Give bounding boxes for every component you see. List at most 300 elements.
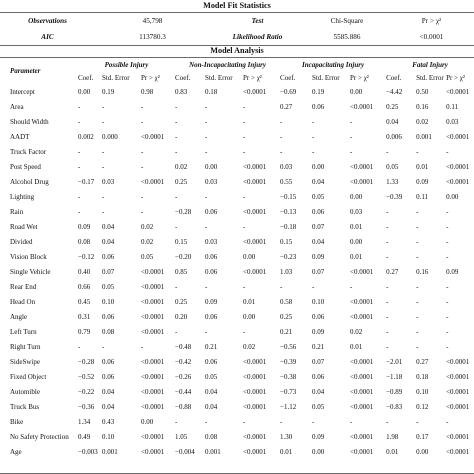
cell-p-value: 0.01 xyxy=(350,252,363,261)
cell-coef: 0.03 xyxy=(280,162,293,171)
cell-p-value: 0.00 xyxy=(243,312,256,321)
cell-std-error: 0.16 xyxy=(416,267,429,276)
parameter-name: Area xyxy=(10,102,24,111)
cell-p-value: <0.0001 xyxy=(350,402,374,411)
cell-coef: −0.003 xyxy=(78,447,98,456)
table-row xyxy=(0,264,474,279)
cell-std-error: - xyxy=(312,282,315,291)
cell-coef: - xyxy=(78,207,81,216)
subheader-coef: Coef. xyxy=(78,73,94,82)
parameter-header: Parameter xyxy=(10,67,41,75)
cell-p-value: <0.0001 xyxy=(243,162,267,171)
cell-std-error: - xyxy=(416,252,419,261)
cell-std-error: 0.19 xyxy=(102,87,115,96)
cell-coef: - xyxy=(175,327,178,336)
cell-coef: 0.40 xyxy=(78,267,91,276)
fit-statistics-title: Model Fit Statistics xyxy=(203,1,271,10)
cell-coef: 1.34 xyxy=(78,417,91,426)
cell-p-value: 0.01 xyxy=(243,297,256,306)
cell-coef: - xyxy=(175,117,178,126)
group-possible-injury: Possible Injury xyxy=(104,60,149,69)
cell-p-value: 0.98 xyxy=(141,87,154,96)
cell-std-error: - xyxy=(205,147,208,156)
cell-std-error: 0.06 xyxy=(312,207,325,216)
cell-p-value: - xyxy=(446,207,449,216)
cell-std-error: 0.06 xyxy=(205,207,218,216)
table-row xyxy=(0,249,474,264)
model-analysis-title: Model Analysis xyxy=(210,46,264,55)
cell-p-value: - xyxy=(446,222,449,231)
cell-std-error: - xyxy=(205,192,208,201)
cell-p-value: <0.0001 xyxy=(446,87,470,96)
cell-p-value: 0.00 xyxy=(350,237,363,246)
cell-p-value: <0.0001 xyxy=(141,132,165,141)
cell-p-value: <0.0001 xyxy=(446,387,470,396)
cell-coef: 1.03 xyxy=(280,267,293,276)
cell-coef: - xyxy=(280,282,283,291)
cell-coef: −0.18 xyxy=(280,222,297,231)
cell-coef: −0.38 xyxy=(280,372,297,381)
cell-p-value: <0.0001 xyxy=(243,447,267,456)
cell-p-value: - xyxy=(350,417,353,426)
cell-coef: - xyxy=(78,147,81,156)
table-row xyxy=(0,279,474,294)
cell-p-value: <0.0001 xyxy=(350,297,374,306)
cell-coef: 0.02 xyxy=(175,162,188,171)
cell-std-error: - xyxy=(416,237,419,246)
cell-std-error: 0.00 xyxy=(205,162,218,171)
cell-std-error: 0.16 xyxy=(416,102,429,111)
cell-std-error: - xyxy=(416,282,419,291)
cell-coef: 0.25 xyxy=(175,297,188,306)
cell-coef: −0.69 xyxy=(280,87,297,96)
cell-coef: 0.002 xyxy=(78,132,94,141)
fit-row-aic xyxy=(0,29,474,45)
cell-coef: 0.09 xyxy=(78,222,91,231)
cell-std-error: 0.06 xyxy=(205,252,218,261)
cell-coef: −0.39 xyxy=(386,192,403,201)
cell-std-error: 0.11 xyxy=(416,192,429,201)
cell-std-error: 0.04 xyxy=(205,402,218,411)
cell-std-error: 0.07 xyxy=(312,267,325,276)
cell-coef: - xyxy=(386,237,389,246)
cell-p-value: <0.0001 xyxy=(446,432,470,441)
cell-coef: - xyxy=(386,207,389,216)
cell-p-value: <0.0001 xyxy=(446,372,470,381)
cell-p-value: - xyxy=(446,342,449,351)
cell-coef: 0.15 xyxy=(175,237,188,246)
cell-coef: - xyxy=(386,327,389,336)
cell-coef: 0.006 xyxy=(386,132,402,141)
cell-p-value: - xyxy=(243,147,246,156)
cell-p-value: <0.0001 xyxy=(350,312,374,321)
observations-value: 45,798 xyxy=(142,17,163,25)
cell-coef: 0.04 xyxy=(386,117,399,126)
cell-std-error: 0.05 xyxy=(312,192,325,201)
cell-std-error: 0.10 xyxy=(102,297,115,306)
cell-std-error: 0.43 xyxy=(102,417,115,426)
cell-coef: 0.08 xyxy=(78,237,91,246)
cell-std-error: 0.27 xyxy=(416,357,429,366)
cell-coef: −4.42 xyxy=(386,87,403,96)
cell-p-value: - xyxy=(243,417,246,426)
cell-std-error: 0.21 xyxy=(312,342,325,351)
table-row xyxy=(0,429,474,444)
cell-coef: - xyxy=(78,102,81,111)
cell-coef: −0.83 xyxy=(386,402,403,411)
cell-coef: 0.25 xyxy=(175,177,188,186)
observations-label: Observations xyxy=(28,17,67,25)
cell-p-value: <0.0001 xyxy=(446,447,470,456)
cell-coef: - xyxy=(175,417,178,426)
cell-std-error: 0.06 xyxy=(312,102,325,111)
cell-p-value: <0.0001 xyxy=(243,177,267,186)
cell-p-value: - xyxy=(446,282,449,291)
cell-std-error: 0.09 xyxy=(205,297,218,306)
cell-std-error: 0.21 xyxy=(205,342,218,351)
cell-p-value: <0.0001 xyxy=(243,402,267,411)
cell-p-value: 0.00 xyxy=(350,192,363,201)
table-row xyxy=(0,219,474,234)
analysis-header xyxy=(0,58,474,84)
cell-coef: - xyxy=(78,342,81,351)
cell-coef: 0.25 xyxy=(280,312,293,321)
cell-std-error: - xyxy=(416,327,419,336)
cell-coef: −0.48 xyxy=(175,342,192,351)
subheader-p-value: Pr > χ² xyxy=(350,73,369,82)
parameter-name: Vision Block xyxy=(10,252,47,261)
cell-p-value: <0.0001 xyxy=(141,372,165,381)
cell-coef: −0.39 xyxy=(280,357,297,366)
parameter-name: Left Turn xyxy=(10,327,37,336)
subheader-p-value: Pr > χ² xyxy=(243,73,262,82)
cell-coef: −0.36 xyxy=(78,402,95,411)
cell-std-error: 0.06 xyxy=(102,252,115,261)
cell-std-error: - xyxy=(416,207,419,216)
cell-std-error: - xyxy=(312,147,315,156)
parameter-name: Single Vehicle xyxy=(10,267,51,276)
cell-p-value: <0.0001 xyxy=(446,132,470,141)
cell-p-value: - xyxy=(446,297,449,306)
cell-p-value: <0.0001 xyxy=(141,357,165,366)
table-row xyxy=(0,129,474,144)
cell-p-value: - xyxy=(141,117,144,126)
group-non-incapacitating-injury: Non-Incapacitating Injury xyxy=(189,60,266,69)
cell-p-value: <0.0001 xyxy=(243,87,267,96)
cell-p-value: 0.00 xyxy=(350,87,363,96)
table-row xyxy=(0,369,474,384)
cell-p-value: 0.02 xyxy=(243,342,256,351)
cell-p-value: 0.05 xyxy=(141,252,154,261)
cell-coef: 0.25 xyxy=(386,102,399,111)
cell-std-error: 0.06 xyxy=(102,312,115,321)
table-row xyxy=(0,84,474,99)
parameter-name: Angle xyxy=(10,312,28,321)
group-fatal-injury: Fatal Injury xyxy=(412,60,448,69)
table-row xyxy=(0,159,474,174)
cell-p-value: <0.0001 xyxy=(350,387,374,396)
cell-std-error: 0.10 xyxy=(102,432,115,441)
parameter-name: Bike xyxy=(10,417,24,426)
cell-p-value: <0.0001 xyxy=(141,387,165,396)
cell-p-value: <0.0001 xyxy=(243,237,267,246)
cell-coef: 0.15 xyxy=(280,237,293,246)
cell-std-error: 0.09 xyxy=(416,177,429,186)
subheader-coef: Coef. xyxy=(386,73,402,82)
cell-p-value: <0.0001 xyxy=(446,402,470,411)
cell-std-error: 0.09 xyxy=(312,327,325,336)
parameter-name: Truck Bus xyxy=(10,402,40,411)
cell-coef: - xyxy=(78,117,81,126)
cell-coef: 0.45 xyxy=(78,297,91,306)
cell-coef: 0.21 xyxy=(280,327,293,336)
cell-std-error: 0.05 xyxy=(102,282,115,291)
cell-coef: −0.26 xyxy=(175,372,192,381)
cell-std-error: 0.10 xyxy=(416,387,429,396)
cell-p-value: 0.00 xyxy=(243,252,256,261)
table-row xyxy=(0,144,474,159)
cell-std-error: 0.08 xyxy=(205,432,218,441)
cell-coef: - xyxy=(175,147,178,156)
cell-std-error: - xyxy=(205,417,208,426)
cell-std-error: 0.06 xyxy=(205,312,218,321)
cell-coef: 0.31 xyxy=(78,312,91,321)
cell-coef: −0.56 xyxy=(280,342,297,351)
cell-coef: - xyxy=(386,297,389,306)
cell-std-error: - xyxy=(102,162,105,171)
cell-p-value: - xyxy=(243,222,246,231)
cell-std-error: - xyxy=(312,417,315,426)
cell-p-value: <0.0001 xyxy=(350,357,374,366)
cell-coef: - xyxy=(78,162,81,171)
cell-p-value: <0.0001 xyxy=(350,372,374,381)
cell-coef: - xyxy=(175,192,178,201)
parameter-name: Rain xyxy=(10,207,24,216)
cell-p-value: <0.0001 xyxy=(446,162,470,171)
parameter-name: Right Turn xyxy=(10,342,41,351)
cell-coef: −0.15 xyxy=(280,192,297,201)
subheader-p-value: Pr > χ² xyxy=(141,73,160,82)
cell-p-value: 0.01 xyxy=(350,222,363,231)
parameter-name: Head On xyxy=(10,297,36,306)
likelihood-ratio-p: <0.0001 xyxy=(419,33,444,41)
cell-p-value: - xyxy=(446,147,449,156)
cell-p-value: - xyxy=(446,237,449,246)
cell-coef: −0.22 xyxy=(78,387,95,396)
cell-coef: - xyxy=(175,102,178,111)
cell-coef: 0.85 xyxy=(175,267,188,276)
cell-p-value: <0.0001 xyxy=(243,267,267,276)
cell-coef: - xyxy=(386,147,389,156)
subheader-std-error: Std. Error xyxy=(205,73,233,82)
cell-coef: - xyxy=(386,252,389,261)
cell-coef: −0.17 xyxy=(78,177,95,186)
aic-value: 113780.3 xyxy=(139,33,166,41)
cell-std-error: 0.04 xyxy=(312,177,325,186)
table-row xyxy=(0,414,474,429)
cell-coef: −0.004 xyxy=(175,447,195,456)
cell-p-value: - xyxy=(243,192,246,201)
cell-coef: −0.52 xyxy=(78,372,95,381)
test-value: Chi-Square xyxy=(330,17,364,25)
table-row xyxy=(0,354,474,369)
cell-coef: - xyxy=(280,117,283,126)
cell-p-value: - xyxy=(243,282,246,291)
cell-coef: −0.12 xyxy=(78,252,95,261)
cell-coef: 0.55 xyxy=(280,177,293,186)
cell-p-value: - xyxy=(141,147,144,156)
cell-std-error: 0.19 xyxy=(312,87,325,96)
cell-std-error: 0.06 xyxy=(102,372,115,381)
cell-coef: 0.05 xyxy=(386,162,399,171)
cell-coef: 0.83 xyxy=(175,87,188,96)
cell-coef: 0.01 xyxy=(386,447,399,456)
cell-std-error: 0.05 xyxy=(205,372,218,381)
cell-coef: −0.42 xyxy=(175,357,192,366)
cell-std-error: 0.06 xyxy=(205,267,218,276)
cell-p-value: - xyxy=(141,207,144,216)
cell-coef: −0.13 xyxy=(280,207,297,216)
parameter-name: Rear End xyxy=(10,282,37,291)
cell-p-value: - xyxy=(243,132,246,141)
cell-p-value: 0.02 xyxy=(350,327,363,336)
cell-p-value: - xyxy=(446,312,449,321)
subheader-coef: Coef. xyxy=(175,73,191,82)
group-header-row xyxy=(0,58,474,71)
cell-p-value: - xyxy=(243,117,246,126)
cell-p-value: <0.0001 xyxy=(350,447,374,456)
subheader-coef: Coef. xyxy=(280,73,296,82)
cell-coef: 0.66 xyxy=(78,282,91,291)
cell-p-value: - xyxy=(350,132,353,141)
cell-p-value: <0.0001 xyxy=(243,432,267,441)
cell-std-error: 0.00 xyxy=(312,162,325,171)
cell-std-error: 0.07 xyxy=(312,357,325,366)
cell-std-error: - xyxy=(416,417,419,426)
cell-std-error: 0.01 xyxy=(416,162,429,171)
parameter-name: Divided xyxy=(10,237,33,246)
table-row xyxy=(0,174,474,189)
table-row xyxy=(0,99,474,114)
cell-p-value: 0.11 xyxy=(446,102,459,111)
cell-coef: 1.98 xyxy=(386,432,399,441)
cell-p-value: 0.09 xyxy=(446,267,459,276)
cell-p-value: <0.0001 xyxy=(141,267,165,276)
cell-coef: - xyxy=(386,282,389,291)
cell-coef: 0.01 xyxy=(280,447,293,456)
cell-p-value: <0.0001 xyxy=(141,297,165,306)
parameter-name: Age xyxy=(10,447,22,456)
cell-coef: 0.20 xyxy=(175,312,188,321)
cell-std-error: 0.001 xyxy=(205,447,221,456)
cell-p-value: - xyxy=(141,192,144,201)
cell-coef: −0.89 xyxy=(386,387,403,396)
cell-std-error: - xyxy=(205,117,208,126)
cell-std-error: 0.10 xyxy=(312,297,325,306)
cell-coef: 1.30 xyxy=(280,432,293,441)
cell-p-value: 0.02 xyxy=(141,237,154,246)
cell-std-error: - xyxy=(205,222,208,231)
cell-p-value: - xyxy=(446,417,449,426)
cell-p-value: <0.0001 xyxy=(350,102,374,111)
aic-label: AIC xyxy=(41,33,54,41)
cell-std-error: 0.04 xyxy=(102,402,115,411)
cell-coef: −1.12 xyxy=(280,402,297,411)
table-row xyxy=(0,204,474,219)
cell-coef: −0.28 xyxy=(175,207,192,216)
cell-std-error: 0.06 xyxy=(312,372,325,381)
cell-std-error: - xyxy=(205,102,208,111)
parameter-name: Alcohol Drug xyxy=(10,177,49,186)
cell-std-error: - xyxy=(102,117,105,126)
cell-p-value: <0.0001 xyxy=(243,357,267,366)
cell-coef: −0.23 xyxy=(280,252,297,261)
model-analysis-table xyxy=(0,58,474,459)
cell-p-value: - xyxy=(141,162,144,171)
cell-p-value: <0.0001 xyxy=(243,387,267,396)
cell-std-error: 0.04 xyxy=(312,237,325,246)
table-row xyxy=(0,114,474,129)
cell-std-error: 0.18 xyxy=(205,87,218,96)
test-p-header: Pr > χ² xyxy=(421,17,442,25)
likelihood-ratio-value: 5585.886 xyxy=(333,33,361,41)
parameter-name: Post Speed xyxy=(10,162,41,171)
cell-std-error: - xyxy=(205,282,208,291)
cell-p-value: - xyxy=(243,327,246,336)
cell-std-error: - xyxy=(102,207,105,216)
fit-statistics-table xyxy=(0,13,474,45)
cell-std-error: - xyxy=(416,342,419,351)
parameter-name: Automible xyxy=(10,387,40,396)
cell-p-value: <0.0001 xyxy=(350,177,374,186)
cell-p-value: <0.0001 xyxy=(141,447,165,456)
cell-coef: −0.88 xyxy=(175,402,192,411)
cell-std-error: - xyxy=(102,192,105,201)
cell-std-error: 0.02 xyxy=(416,117,429,126)
fit-row-observations xyxy=(0,13,474,29)
parameter-name: No Safety Protection xyxy=(10,432,69,441)
cell-coef: - xyxy=(280,147,283,156)
cell-coef: −2.01 xyxy=(386,357,403,366)
cell-coef: - xyxy=(386,222,389,231)
cell-coef: - xyxy=(386,312,389,321)
table-row xyxy=(0,234,474,249)
cell-coef: 0.79 xyxy=(78,327,91,336)
cell-p-value: 0.00 xyxy=(446,192,459,201)
cell-std-error: 0.08 xyxy=(102,327,115,336)
cell-p-value: 0.03 xyxy=(446,117,459,126)
cell-std-error: - xyxy=(102,147,105,156)
parameter-name: Road Wet xyxy=(10,222,38,231)
cell-coef: 0.49 xyxy=(78,432,91,441)
cell-p-value: 0.01 xyxy=(350,342,363,351)
cell-coef: - xyxy=(78,192,81,201)
cell-p-value: <0.0001 xyxy=(243,207,267,216)
cell-p-value: 0.02 xyxy=(141,222,154,231)
cell-std-error: 0.07 xyxy=(102,267,115,276)
cell-coef: - xyxy=(175,132,178,141)
table-row xyxy=(0,399,474,414)
cell-coef: - xyxy=(280,417,283,426)
cell-std-error: - xyxy=(416,312,419,321)
cell-std-error: 0.50 xyxy=(416,87,429,96)
cell-std-error: 0.06 xyxy=(312,312,325,321)
cell-p-value: <0.0001 xyxy=(141,432,165,441)
cell-std-error: 0.17 xyxy=(416,432,429,441)
cell-std-error: - xyxy=(416,147,419,156)
cell-std-error: 0.12 xyxy=(416,402,429,411)
cell-std-error: - xyxy=(205,327,208,336)
